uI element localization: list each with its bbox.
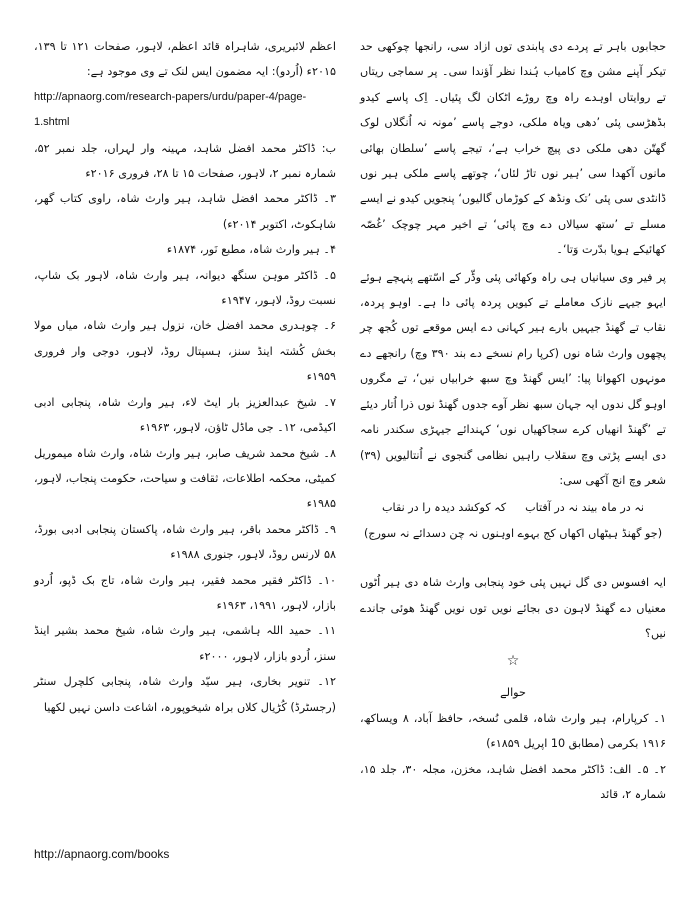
reference-2: ۲۔ ۵۔ الف: ڈاکٹر محمد افضل شاہد، مخزن، مجلہ ۳۰، جلد ۱۵، شمارہ ۲، قائد xyxy=(360,762,666,801)
reference-item: ۳۔ ڈاکٹر محمد افضل شاہد، ہیر وارث شاہ، راوی کتاب گھر، شاہکوٹ، اکتوبر ۲۰۱۴ء) xyxy=(34,192,336,231)
closing-paragraph: ایہ افسوس دی گل نہیں پئی خود پنجابی وارث شاہ دی ہیر اُٹوں معنیاں دے گھنڈ لاہون دی بجائے نویں توں نویں گھنڈ ھوئی جاندے نیں؟ xyxy=(360,576,666,640)
body-paragraph-2: پر فیر وی سیانیاں ہی راہ وکھائی پئی وڈّر کے اسّتھے پنہچے ہوئے ایہو جیہے نازک معاملے تے کیویں پردہ پائی دا ہے۔ اوہو پردہ، نقاب تے گھنڈ جیہیں بارے ہیر کہانی دے ایس موقعے توں کُجھ چر پچھوں وارث شاہ نوں (کرپا رام نسخے دے بند ۳۹۰ وچ) رانجھے دے مونہوں اکھوانا پیا: ’ایس گھنڈ وچ سبھ خرابیاں نیں‘، تے مگروں اوہو گل ندوں ایہ جہان سبھ نظر آوے جدوں گھنڈ نوں ذرا اُتار دیئے تے ’گھنڈ انھیاں کرے سجاکھیاں نوں‘ کہندائے جیہڑی سکندر نامہ دی ایسے پڑتی وچ سقلاب راہیں نظامی گنجوی نے اُنتالیویں (۳۹) شعر وچ انج آکھی سی: xyxy=(360,270,666,487)
reference-item: ب: ڈاکٹر محمد افضل شاہد، مہینہ وار لہراں، جلد نمبر ۵۲، شمارہ نمبر ۲، لاہور، صفحات ۱۵ تا ۲۸، فروری ۲۰۱۶ء xyxy=(34,141,336,181)
reference-item: ۶۔ چوہدری محمد افضل خان، نزول ہیر وارث شاہ، میاں مولا بخش کُشتہ اینڈ سنز، ہسپتال روڈ، لاہور، دوجی وار فروری ۱۹۵۹ء xyxy=(34,319,336,384)
body-paragraph-1: حجابوں باہر تے پردے دی پابندی توں ازاد سی، رانجھا چوکھی حد تیکر آپنے مشن وچ کامیاب ہُندا نظر آؤندا سی۔ پر سماجی ریتاں تے روایتاں اوہدے راہ وچ روڑے اٹکان لگ پئیاں۔ اِک پاسے کیدو بڈھڑسی پئی ’دھی ویاہ ملکی، دوجے پاسے ’مونہ نہ اُنگلاں لوک گھتّن دھی ملکی دی پیچ خراب ہے‘، تیجے پاسے ’سلطان بھائی مانوں آکھدا سی ’ہیر نوں تاڑ لئاں‘، چوتھے پاسے ملکی ہیر نوں ڈانٹدی سی پئی ’تک ونڈھ کے کوڑماں گالیوں‘ پنجویں کیدو نے ایسے مسلے تے ’ستھ سیالاں دے وچ پائی‘ تے اخیر مہر چوچک ’غُصّہ کھائیکے ہویا بدّرت وَتا‘۔ xyxy=(360,40,666,257)
left-column xyxy=(34,34,336,720)
reference-item: ۷۔ شیخ عبدالعزیز بار ایٹ لاء، ہیر وارث شاہ، پنجابی ادبی اکیڈمی، ۱۲۔ جی ماڈل ٹاؤن، لاہور، ۱۹۶۳ء xyxy=(34,395,336,435)
reference-item: ۱۱۔ حمید اللہ ہاشمی، ہیر وارث شاہ، شیخ محمد بشیر اینڈ سنز، اُردو بازار، لاہور، ۲۰۰۰ء xyxy=(34,624,336,663)
reference-url-link[interactable]: http://apnaorg.com/research-papers/urdu/paper-4/page-1.shtml xyxy=(34,90,307,129)
reference-item: ۸۔ شیخ محمد شریف صابر، ہیر وارث شاہ، وارث شاہ میموریل کمیٹی، محکمہ اطلاعات، ثقافت و سیاحت، حکومت پنجاب، لاہور، ۱۹۸۵ء xyxy=(34,446,336,511)
reference-1: ۱۔ کرپارام، ہیر وارث شاہ، قلمی نُسخہ، حافظ آباد، ۸ ویساکھ، ۱۹۱۶ بکرمی (مطابق 10 اپریل ۱۸۵۹ء) xyxy=(360,711,666,751)
reference-item: ۱۲۔ تنویر بخاری، ہیر سیّد وارث شاہ، پنجابی کلچرل سنٹر (رجسٹرڈ) کُڑیال کلاں براہ شیخوپورہ، اشاعت داسن نہیں لکھیا xyxy=(34,675,336,714)
references-heading: حوالے xyxy=(500,686,526,700)
right-column xyxy=(360,34,666,807)
reference-item: ۱۰۔ ڈاکٹر فقیر محمد فقیر، ہیر وارث شاہ، تاج بک ڈپو، اُردو بازار، لاہور، ۱۹۹۱، ۱۹۶۳ء xyxy=(34,573,336,612)
verse-hemistich-left: کہ کوکشد دیدہ را در نقاب xyxy=(382,501,507,515)
reference-item: ۴۔ ہیر وارث شاہ، مطبع نَور، ۱۸۷۴ء xyxy=(166,243,336,257)
reference-continuation: اعظم لائبریری، شاہراہ قائد اعظم، لاہور، صفحات ۱۲۱ تا ۱۳۹، ۲۰۱۵ء (اُردو): ایہ مضمون ایس لنک تے وی موجود ہے: xyxy=(34,40,336,79)
reference-item: ۵۔ ڈاکٹر موہن سنگھ دیوانہ، ہیر وارث شاہ، لاہور بک شاپ، نسبت روڈ، لاہور، ۱۹۴۷ء xyxy=(34,268,336,308)
reference-item: ۹۔ ڈاکٹر محمد باقر، ہیر وارث شاہ، پاکستان پنجابی ادبی بورڈ، ۵۸ لارنس روڈ، لاہور، جنوری ۱۹۸۸ء xyxy=(34,522,336,562)
star-separator-icon: ☆ xyxy=(506,653,520,670)
persian-verse xyxy=(360,495,666,520)
verse-hemistich-right: نہ در ماہ بیند نہ در آفتاب xyxy=(525,501,644,515)
footer-url-link[interactable]: http://apnaorg.com/books xyxy=(34,847,170,861)
verse-translation: (جو گھنڈ ہیٹھاں اکھاں کج بہوے اوہنوں نہ چن دسدائے نہ سورج) xyxy=(363,526,663,540)
